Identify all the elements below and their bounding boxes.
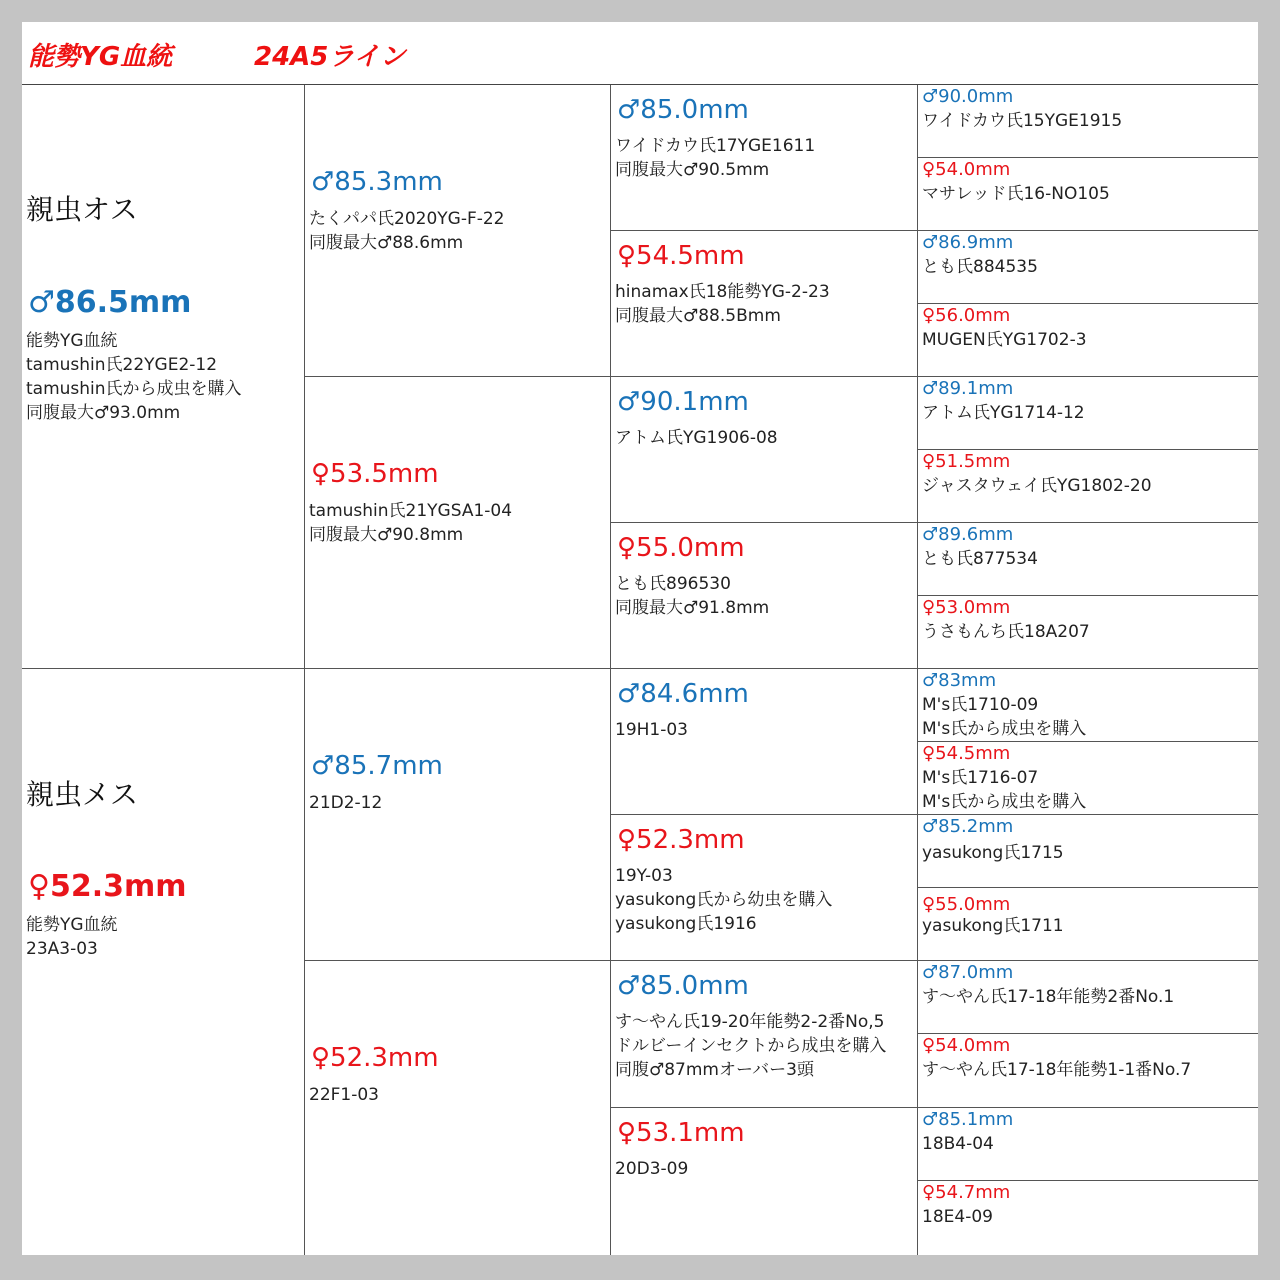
gen3-cell [918,596,1258,669]
parent-male-line: 同腹最大♂93.0mm [26,403,181,423]
gen3-size: ♂89.1mm [922,378,1014,399]
gen3-line: す～やん氏17-18年能勢1-1番No.7 [922,1060,1192,1080]
gen2-size: ♀54.5mm [617,241,745,271]
gen1-cell [305,377,611,669]
gen3-line: 18E4-09 [922,1207,993,1227]
gen3-cell [918,1108,1258,1181]
parent-female-cell [22,669,305,1255]
gen3-size: ♂86.9mm [922,232,1014,253]
gen2-cell [611,231,918,377]
gen2-line: 19H1-03 [615,720,688,740]
gen3-cell [918,304,1258,377]
gen3-line: M's氏から成虫を購入 [922,792,1087,812]
gen3-cell [918,888,1258,961]
gen1-size: ♀52.3mm [311,1043,439,1073]
gen2-line: す～やん氏19-20年能勢2-2番No,5 [615,1012,885,1032]
gen2-size: ♂85.0mm [617,95,749,125]
gen3-size: ♂85.2mm [922,816,1014,837]
gen3-line: yasukong氏1715 [922,843,1064,863]
gen2-cell [611,1108,918,1255]
gen3-size: ♂85.1mm [922,1109,1014,1130]
gen3-line: ワイドカウ氏15YGE1915 [922,111,1123,131]
gen3-size: ♀56.0mm [922,305,1011,326]
gen1-line: 21D2-12 [309,793,383,813]
gen3-cell [918,742,1258,815]
gen3-line: 18B4-04 [922,1134,994,1154]
gen3-cell [918,1181,1258,1255]
title-bar [22,22,1258,85]
gen3-size: ♀54.7mm [922,1182,1011,1203]
gen2-line: 19Y-03 [615,866,673,886]
gen3-line: M's氏1716-07 [922,768,1039,788]
line-title: 24A5ライン [254,42,406,72]
gen2-cell [611,815,918,961]
gen2-cell [611,669,918,815]
gen3-line: ジャスタウェイ氏YG1802-20 [922,476,1152,496]
gen1-cell [305,961,611,1255]
gen2-line: ドルビーインセクトから成虫を購入 [615,1036,887,1056]
parent-female-line: 23A3-03 [26,939,98,959]
gen3-cell [918,231,1258,304]
parent-male-cell [22,85,305,669]
gen3-size: ♂87.0mm [922,962,1014,983]
gen3-cell [918,158,1258,231]
parent-male-size: ♂86.5mm [28,285,192,320]
gen1-size: ♂85.3mm [311,167,443,197]
gen3-cell [918,669,1258,742]
gen2-line: 同腹最大♂88.5Bmm [615,306,781,326]
parent-male-line: tamushin氏から成虫を購入 [26,379,242,399]
gen2-line: yasukong氏1916 [615,914,757,934]
gen2-cell [611,85,918,231]
gen3-line: MUGEN氏YG1702-3 [922,330,1087,350]
gen1-cell [305,85,611,377]
gen2-cell [611,961,918,1108]
gen2-line: yasukong氏から幼虫を購入 [615,890,833,910]
gen3-cell [918,377,1258,450]
gen3-cell [918,815,1258,888]
gen3-size: ♂90.0mm [922,86,1014,107]
gen2-line: hinamax氏18能勢YG-2-23 [615,282,830,302]
gen3-line: とも氏884535 [922,257,1038,277]
gen2-cell [611,377,918,523]
gen1-line: 同腹最大♂90.8mm [309,525,464,545]
gen2-size: ♀52.3mm [617,825,745,855]
gen3-size: ♀54.5mm [922,743,1011,764]
gen3-cell [918,85,1258,158]
gen2-line: とも氏896530 [615,574,731,594]
gen2-size: ♂85.0mm [617,971,749,1001]
gen2-line: アトム氏YG1906-08 [615,428,778,448]
bloodline-title: 能勢YG血統 [28,42,173,72]
gen2-size: ♂84.6mm [617,679,749,709]
parent-male-line: tamushin氏22YGE2-12 [26,355,218,375]
gen3-line: アトム氏YG1714-12 [922,403,1085,423]
gen1-cell [305,669,611,961]
gen2-size: ♂90.1mm [617,387,749,417]
gen1-size: ♀53.5mm [311,459,439,489]
gen2-line: 同腹最大♂90.5mm [615,160,770,180]
gen3-line: M's氏から成虫を購入 [922,719,1087,739]
gen3-cell [918,450,1258,523]
gen3-size: ♀54.0mm [922,159,1011,180]
gen2-line: 20D3-09 [615,1159,689,1179]
gen2-line: 同腹♂87mmオーバー3頭 [615,1060,814,1080]
gen3-line: とも氏877534 [922,549,1038,569]
gen2-size: ♀55.0mm [617,533,745,563]
gen3-line: うさもんち氏18A207 [922,622,1090,642]
gen2-size: ♀53.1mm [617,1118,745,1148]
gen2-cell [611,523,918,669]
gen3-cell [918,523,1258,596]
gen3-cell [918,961,1258,1034]
gen3-size: ♂83mm [922,670,997,691]
gen3-size: ♂89.6mm [922,524,1014,545]
gen1-line: tamushin氏21YGSA1-04 [309,501,513,521]
gen1-line: 同腹最大♂88.6mm [309,233,464,253]
gen3-size: ♀55.0mm [922,894,1011,915]
gen3-size: ♀53.0mm [922,597,1011,618]
gen3-size: ♀51.5mm [922,451,1011,472]
parent-male-heading: 親虫オス [26,193,138,226]
pedigree-sheet [22,22,1258,1255]
gen1-line: 22F1-03 [309,1085,379,1105]
gen3-cell [918,1034,1258,1108]
gen3-line: yasukong氏1711 [922,916,1064,936]
gen2-line: 同腹最大♂91.8mm [615,598,770,618]
gen3-line: す～やん氏17-18年能勢2番No.1 [922,987,1175,1007]
parent-female-heading: 親虫メス [26,778,139,811]
parent-female-size: ♀52.3mm [28,869,187,904]
gen2-line: ワイドカウ氏17YGE1611 [615,136,816,156]
gen3-line: M's氏1710-09 [922,695,1039,715]
gen3-size: ♀54.0mm [922,1035,1011,1056]
gen3-line: マサレッド氏16-NO105 [922,184,1110,204]
parent-female-line: 能勢YG血統 [26,915,118,935]
parent-male-line: 能勢YG血統 [26,331,118,351]
gen1-size: ♂85.7mm [311,751,443,781]
gen1-line: たくパパ氏2020YG-F-22 [309,209,505,229]
